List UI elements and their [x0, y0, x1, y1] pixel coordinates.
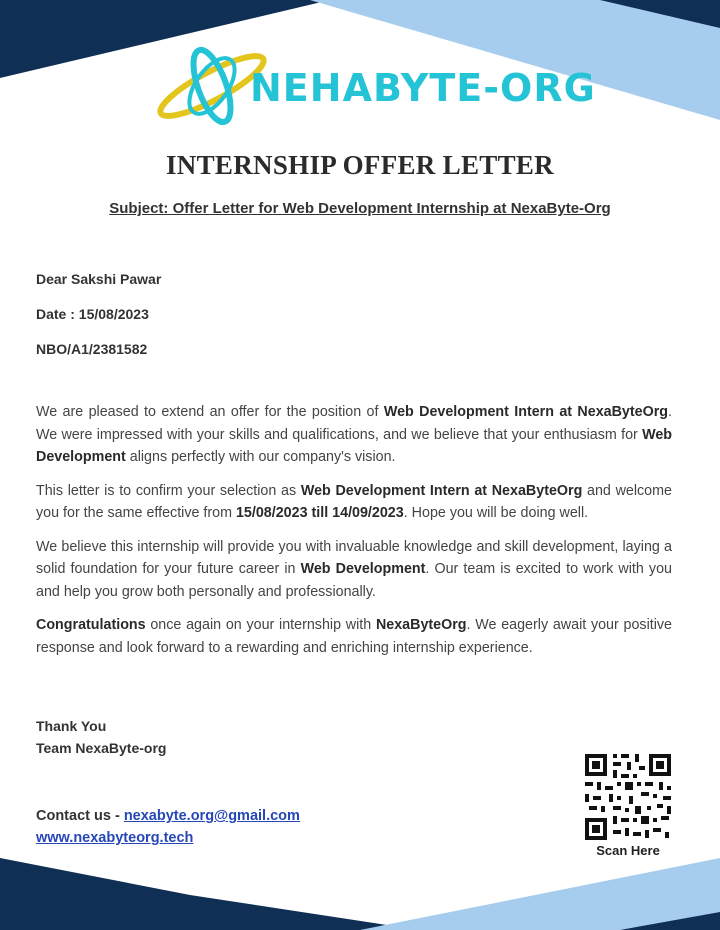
paragraph-2: This letter is to confirm your selection as Web Development Intern at NexaByteOrg and welcome you for the same effective from 15/08/2023 till 14/09/2023. Hope you will be doing well. [36, 482, 672, 521]
qr-code-icon [583, 752, 673, 842]
letter-date: Date : 15/08/2023 [36, 306, 149, 322]
letter-subject: Subject: Offer Letter for Web Development Internship at NexaByte-Org [109, 200, 611, 217]
website-link[interactable]: www.nexabyteorg.tech [36, 830, 194, 846]
reference-number: NBO/A1/2381582 [36, 341, 148, 357]
letter-title: INTERNSHIP OFFER LETTER [166, 150, 554, 180]
company-logo [150, 38, 596, 134]
signoff-block [36, 715, 166, 759]
signoff-team: Team NexaByte-org [36, 740, 167, 756]
letter-body [36, 401, 672, 670]
signoff-thank-you: Thank You [36, 718, 107, 734]
contact-email-link[interactable]: nexabyte.org@gmail.com [123, 808, 300, 824]
contact-block [36, 805, 300, 849]
paragraph-4: Congratulations once again on your internship with NexaByteOrg. We eagerly await your positive response and look forward to a rewarding and enriching internship experience. [36, 617, 672, 656]
paragraph-3: We believe this internship will provide you with invaluable knowledge and skill development, laying a solid foundation for your future career in Web Development. Our team is excited to work with you and help you grow both personally and professionally. [36, 538, 672, 600]
qr-scan-label: Scan Here [596, 843, 660, 858]
logo-wordmark: NEHABYTE-ORG [250, 66, 596, 110]
recipient-salutation: Dear Sakshi Pawar [36, 271, 162, 287]
paragraph-1: We are pleased to extend an offer for the position of Web Development Intern at NexaByteOrg. We were impressed with your skills and qualifications, and we believe that your enthusiasm for Web Development aligns perfectly with our company's vision. [36, 404, 672, 465]
contact-label: Contact us - [36, 808, 124, 824]
